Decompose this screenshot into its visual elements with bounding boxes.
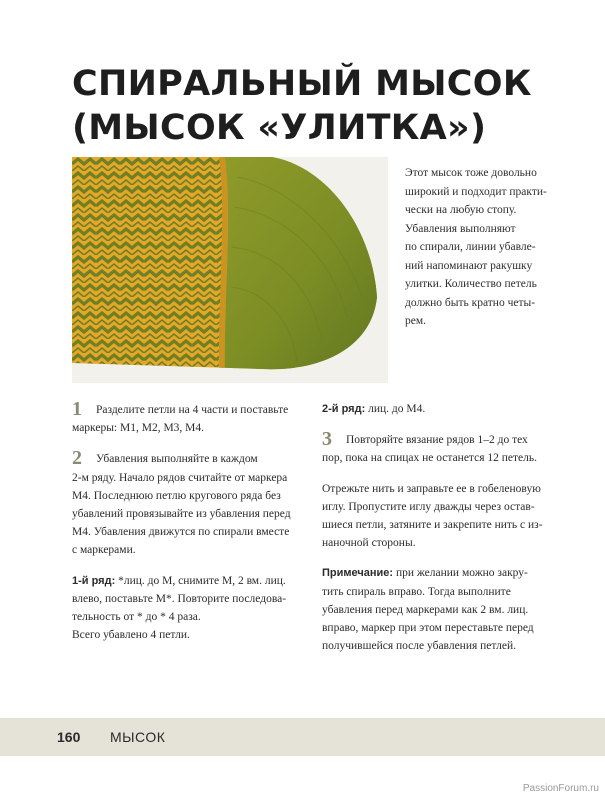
finish-line: Отрежьте нить и заправьте ее в гобеленовую: [322, 482, 541, 495]
title-line-1: СПИРАЛЬНЫЙ МЫСОК: [72, 64, 532, 104]
step-2-line: 2 Убавления выполняйте в каждом: [72, 447, 258, 470]
intro-line: чески на любую стопу.: [405, 204, 517, 216]
page-footer: [0, 718, 605, 756]
row-1-label: 1-й ряд:: [72, 574, 116, 587]
step-3-line: пор, пока на спицах не останется 12 петель.: [322, 452, 537, 465]
row-1-line: влево, поставьте М*. Повторите последова-: [72, 592, 287, 605]
step-2-line: убавлений провязывайте из убавления перед: [72, 508, 291, 521]
note-line: вправо, маркер при этом переставьте перед: [322, 622, 534, 635]
sock-toe-photo: [72, 157, 388, 383]
intro-line: рем.: [405, 315, 427, 327]
note-line: получившейся после убавления петлей.: [322, 640, 517, 653]
row-1-line: Всего убавлено 4 петли.: [72, 629, 190, 642]
intro-line: по спирали, линии убавле-: [405, 241, 536, 253]
intro-line: улитки. Количество петель: [405, 278, 537, 290]
intro-line: Этот мысок тоже довольно: [405, 167, 537, 179]
step-2-line: с маркерами.: [72, 544, 136, 557]
page-number: 160: [57, 729, 81, 745]
step-3-line: 3 Повторяйте вязание рядов 1–2 до тех: [322, 428, 528, 451]
watermark: PassionForum.ru: [522, 783, 599, 794]
finish-line: иглу. Пропустите иглу дважды через остав-: [322, 500, 535, 513]
step-1-line: маркеры: М1, М2, М3, М4.: [72, 422, 205, 435]
section-title: МЫСОК: [110, 729, 166, 745]
finish-line: наночной стороны.: [322, 537, 416, 550]
step-2-number: 2: [72, 447, 82, 470]
instructions-left-column: [72, 400, 312, 644]
intro-text: [405, 164, 590, 331]
row-1-line: тельность от * до * 4 раза.: [72, 611, 201, 624]
title-line-2: (МЫСОК «УЛИТКА»): [72, 108, 487, 148]
note-line: тить спираль вправо. Тогда выполните: [322, 585, 511, 598]
step-2-line: М4. Последнюю петлю кругового ряда без: [72, 489, 281, 502]
note-line: Примечание: при желании можно закру-: [322, 567, 528, 580]
step-2-line: М4. Убавления движутся по спирали вместе: [72, 526, 290, 539]
step-3-number: 3: [322, 428, 332, 451]
row-1-line: 1-й ряд: *лиц. до М, снимите М, 2 вм. лиц.: [72, 574, 286, 587]
page-title: [72, 62, 572, 150]
note-label: Примечание:: [322, 567, 394, 580]
row-2-line: 2-й ряд: лиц. до М4.: [322, 403, 426, 415]
finish-line: шиеся петли, затяните и закрепите нить с из-: [322, 519, 543, 532]
instructions-right-column: [322, 400, 562, 655]
step-1-number: 1: [72, 398, 82, 420]
intro-line: ний напоминают ракушку: [405, 259, 533, 272]
intro-line: Убавления выполняют: [405, 222, 516, 235]
step-2-line: 2-м ряду. Начало рядов считайте от маркера: [72, 471, 288, 484]
note-line: убавления перед маркерами как 2 вм. лиц.: [322, 603, 529, 616]
step-1-line: 1 Разделите петли на 4 части и поставьте: [72, 398, 289, 420]
row-2-label: 2-й ряд:: [322, 403, 366, 415]
intro-line: должно быть кратно четы-: [405, 296, 536, 309]
intro-line: широкий и подходит практи-: [405, 185, 547, 198]
